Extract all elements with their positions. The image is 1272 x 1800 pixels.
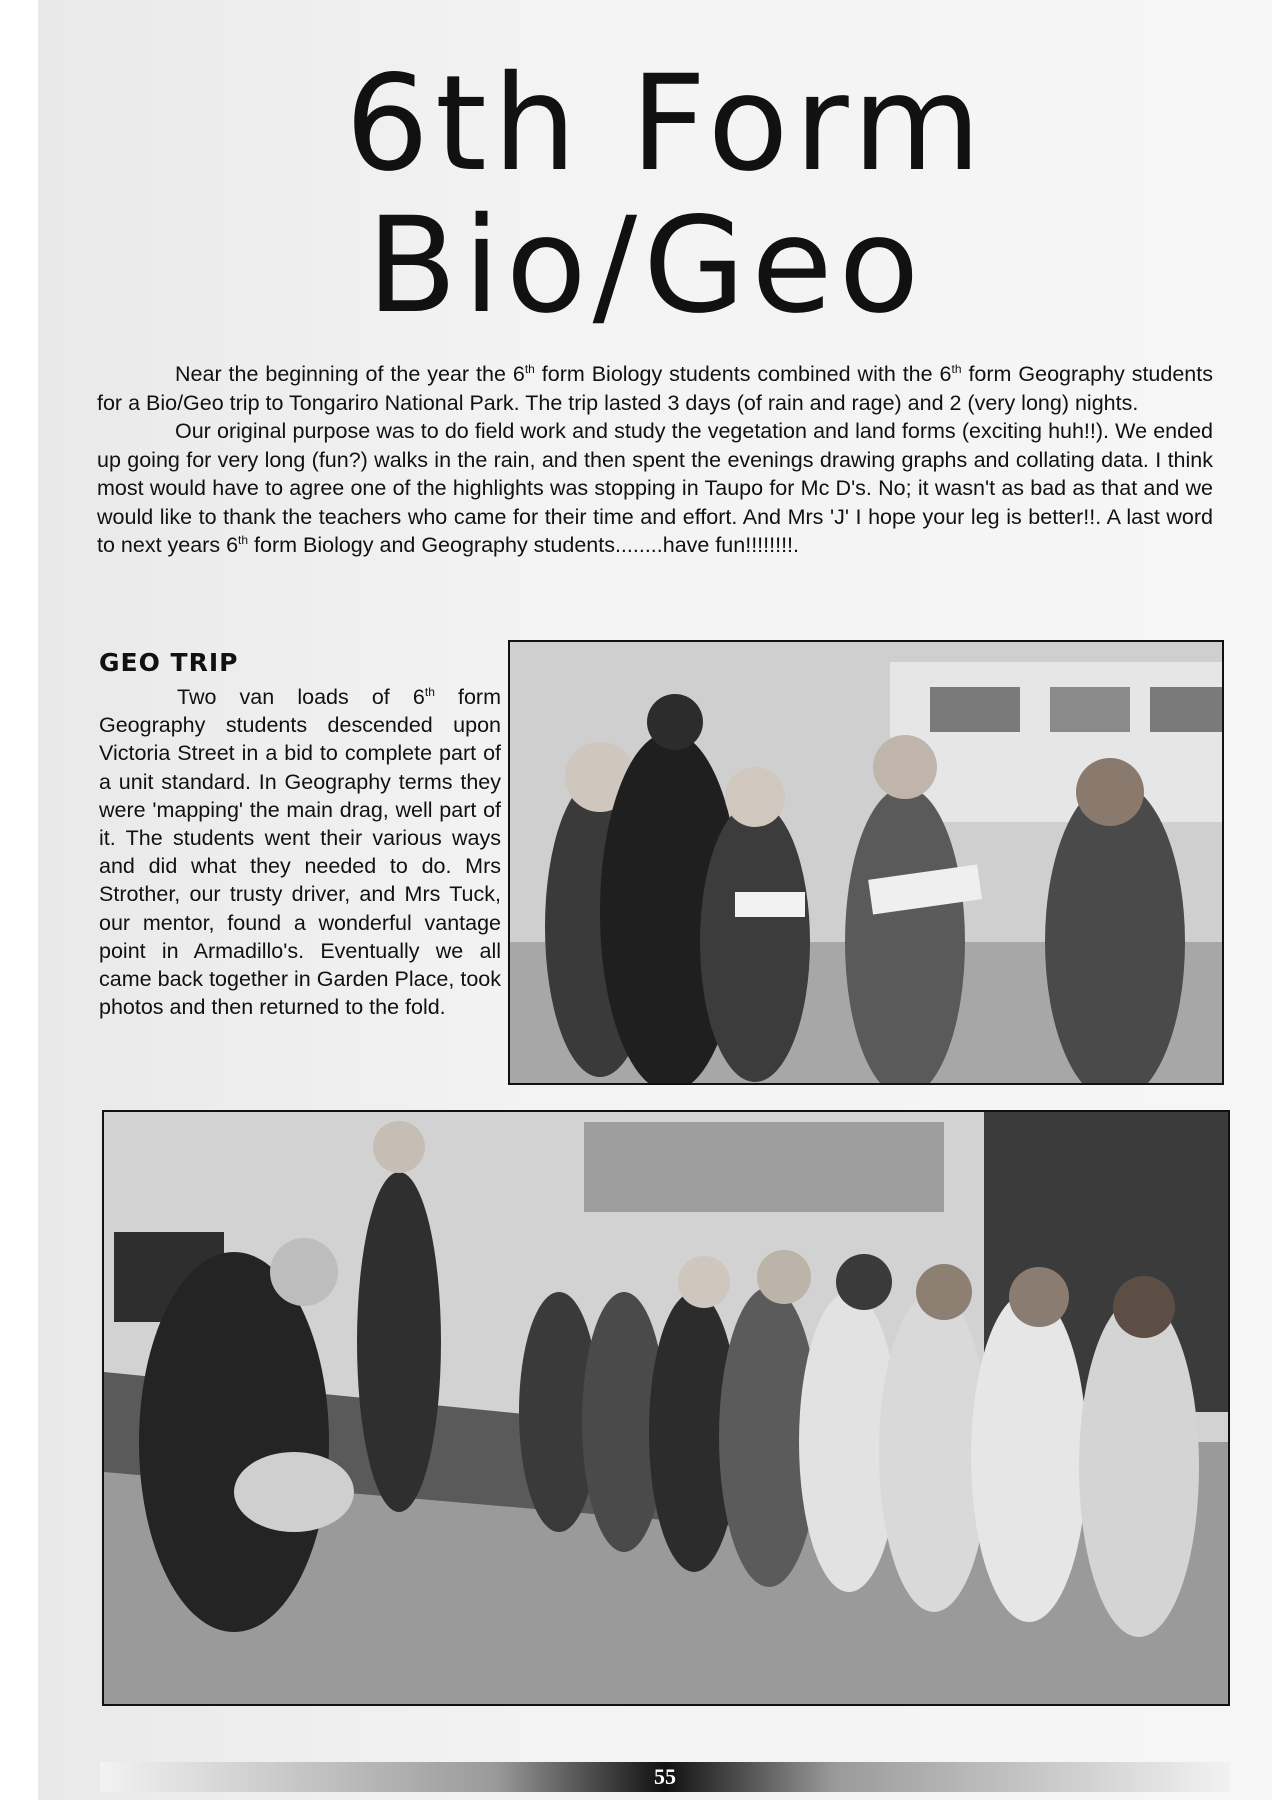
photo-group-garden-place [102, 1110, 1230, 1706]
geo-text-b: form Geography students descended upon Victoria Street in a bid to complete part of a unit standard. In Geography terms they were 'mapping' the main drag, well part of it. The students went their various ways and did what they needed to do. Mrs Strother, our trusty driver, and Mrs Tuck, our mentor, found a wonderful vantage point in Armadillo's. Eventually we all came back together in Garden Place, took photos and then returned to the fold. [99, 685, 501, 1020]
superscript-th: th [951, 361, 962, 376]
intro-text [97, 360, 1213, 560]
geo-trip-paragraph [99, 683, 501, 1021]
intro-p1-text-b: form Biology students combined with the 6 [534, 362, 952, 386]
geo-text-a: Two van loads of 6 [177, 685, 425, 709]
photo-students-street-image [510, 642, 1222, 1083]
superscript-th: th [424, 684, 435, 699]
geo-trip-text [99, 683, 501, 1021]
page-title-line-1: 6th Form [345, 47, 987, 201]
photo-group-garden-place-image [104, 1112, 1228, 1704]
intro-paragraph-2 [97, 417, 1213, 560]
page-title-line-2: Bio/Geo [366, 189, 926, 343]
geo-trip-heading: GEO TRIP [99, 648, 239, 677]
photo-students-street [508, 640, 1224, 1085]
page-number: 55 [654, 1764, 676, 1789]
intro-p2-text-b: form Biology and Geography students........have fun!!!!!!!!. [248, 533, 799, 557]
superscript-th: th [238, 532, 249, 547]
intro-p2-text-a: Our original purpose was to do field work and study the vegetation and land forms (exciting huh!!). We ended up going for very long (fun?) walks in the rain, and then spent the evenings drawing graphs and collating data. I think most would have to agree one of the highlights was stopping in Taupo for Mc D's. No; it wasn't as bad as that and we would like to thank the teachers who came for their time and effort. And Mrs 'J' I hope your leg is better!!. A last word to next years 6 [97, 419, 1213, 557]
intro-p1-text-a: Near the beginning of the year the 6 [175, 362, 525, 386]
intro-paragraph-1 [97, 360, 1213, 417]
superscript-th: th [524, 361, 535, 376]
intro-p1-text-c: form Geography students for a Bio/Geo trip to Tongariro National Park. The trip lasted 3 days (of rain and rage) and 2 (very long) nights. [97, 362, 1213, 415]
